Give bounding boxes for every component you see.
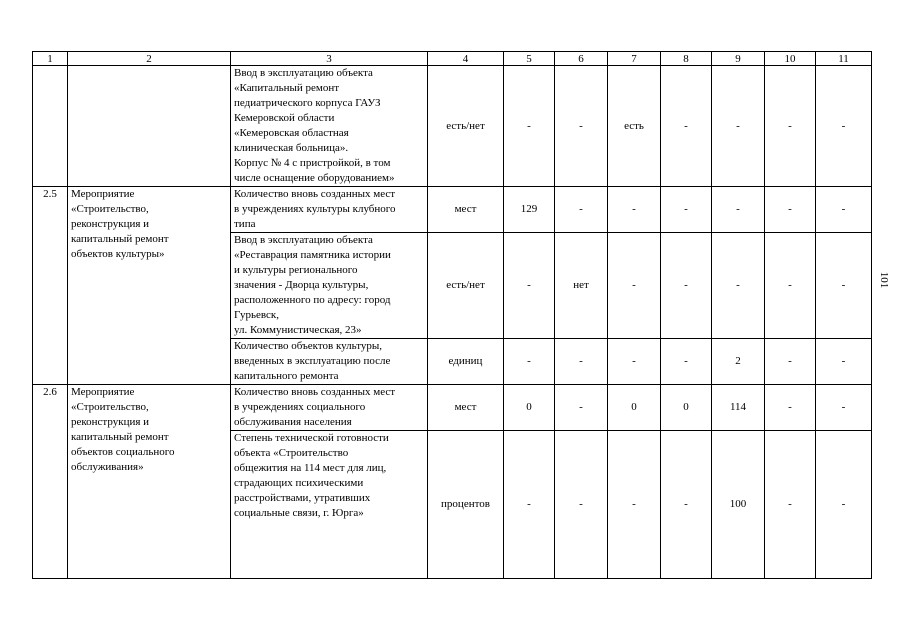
value-cell: 0 (661, 385, 712, 431)
value-cell: - (555, 339, 608, 385)
column-header-1: 1 (33, 52, 68, 66)
value-cell: есть (608, 66, 661, 187)
value-cell: - (555, 431, 608, 579)
value-cell: 2 (712, 339, 765, 385)
column-header-3: 3 (231, 52, 428, 66)
value-cell: - (504, 431, 555, 579)
item-number-cell (33, 66, 68, 187)
value-cell: 129 (504, 187, 555, 233)
column-number-header-row (33, 52, 872, 66)
value-cell: - (661, 233, 712, 339)
value-cell: - (816, 431, 872, 579)
value-cell: нет (555, 233, 608, 339)
value-cell: 0 (504, 385, 555, 431)
column-header-8: 8 (661, 52, 712, 66)
unit-cell: мест (428, 187, 504, 233)
indicator-cell: Количество вновь созданных мест в учреждениях социального обслуживания населения (231, 385, 428, 431)
value-cell: 0 (608, 385, 661, 431)
page-number: 101 (878, 271, 890, 289)
value-cell: - (608, 339, 661, 385)
unit-cell: единиц (428, 339, 504, 385)
column-header-2: 2 (68, 52, 231, 66)
unit-cell: мест (428, 385, 504, 431)
column-header-4: 4 (428, 52, 504, 66)
value-cell: - (816, 66, 872, 187)
column-header-9: 9 (712, 52, 765, 66)
indicator-cell: Степень технической готовности объекта «Строительство общежития на 114 мест для лиц, страдающих психическими расстройствами, утративших социальные связи, г. Юрга» (231, 431, 428, 579)
value-cell: - (661, 339, 712, 385)
value-cell: - (555, 187, 608, 233)
value-cell: - (504, 66, 555, 187)
value-cell: 114 (712, 385, 765, 431)
value-cell: - (765, 66, 816, 187)
value-cell: - (816, 385, 872, 431)
value-cell: - (555, 385, 608, 431)
value-cell: - (816, 339, 872, 385)
column-header-7: 7 (608, 52, 661, 66)
item-number-cell: 2.6 (33, 385, 68, 579)
unit-cell: есть/нет (428, 66, 504, 187)
column-header-10: 10 (765, 52, 816, 66)
item-number-cell: 2.5 (33, 187, 68, 385)
value-cell: - (608, 187, 661, 233)
unit-cell: есть/нет (428, 233, 504, 339)
value-cell: 100 (712, 431, 765, 579)
indicator-cell: Количество объектов культуры, введенных в эксплуатацию после капитального ремонта (231, 339, 428, 385)
column-header-5: 5 (504, 52, 555, 66)
indicators-table (32, 51, 872, 579)
value-cell: - (765, 187, 816, 233)
value-cell: - (816, 233, 872, 339)
value-cell: - (608, 233, 661, 339)
indicator-cell: Количество вновь созданных мест в учреждениях культуры клубного типа (231, 187, 428, 233)
event-cell: Мероприятие «Строительство, реконструкция и капитальный ремонт объектов культуры» (68, 187, 231, 385)
value-cell: - (765, 339, 816, 385)
value-cell: - (765, 431, 816, 579)
value-cell: - (661, 66, 712, 187)
table-row (33, 66, 872, 187)
column-header-11: 11 (816, 52, 872, 66)
value-cell: - (712, 187, 765, 233)
value-cell: - (712, 233, 765, 339)
value-cell: - (608, 431, 661, 579)
value-cell: - (712, 66, 765, 187)
value-cell: - (765, 385, 816, 431)
value-cell: - (555, 66, 608, 187)
value-cell: - (816, 187, 872, 233)
column-header-6: 6 (555, 52, 608, 66)
value-cell: - (504, 233, 555, 339)
table-row (33, 187, 872, 233)
event-cell (68, 66, 231, 187)
value-cell: - (504, 339, 555, 385)
table-row (33, 385, 872, 431)
event-cell: Мероприятие «Строительство, реконструкция и капитальный ремонт объектов социального обслуживания» (68, 385, 231, 579)
unit-cell: процентов (428, 431, 504, 579)
value-cell: - (661, 431, 712, 579)
value-cell: - (765, 233, 816, 339)
indicator-cell: Ввод в эксплуатацию объекта «Капитальный ремонт педиатрического корпуса ГАУЗ Кемеровской области «Кемеровская областная клиническая больница». Корпус № 4 с пристройкой, в том числе оснащение оборудованием» (231, 66, 428, 187)
indicator-cell: Ввод в эксплуатацию объекта «Реставрация памятника истории и культуры регионального значения - Дворца культуры, расположенного по адресу: город Гурьевск, ул. Коммунистическая, 23» (231, 233, 428, 339)
value-cell: - (661, 187, 712, 233)
